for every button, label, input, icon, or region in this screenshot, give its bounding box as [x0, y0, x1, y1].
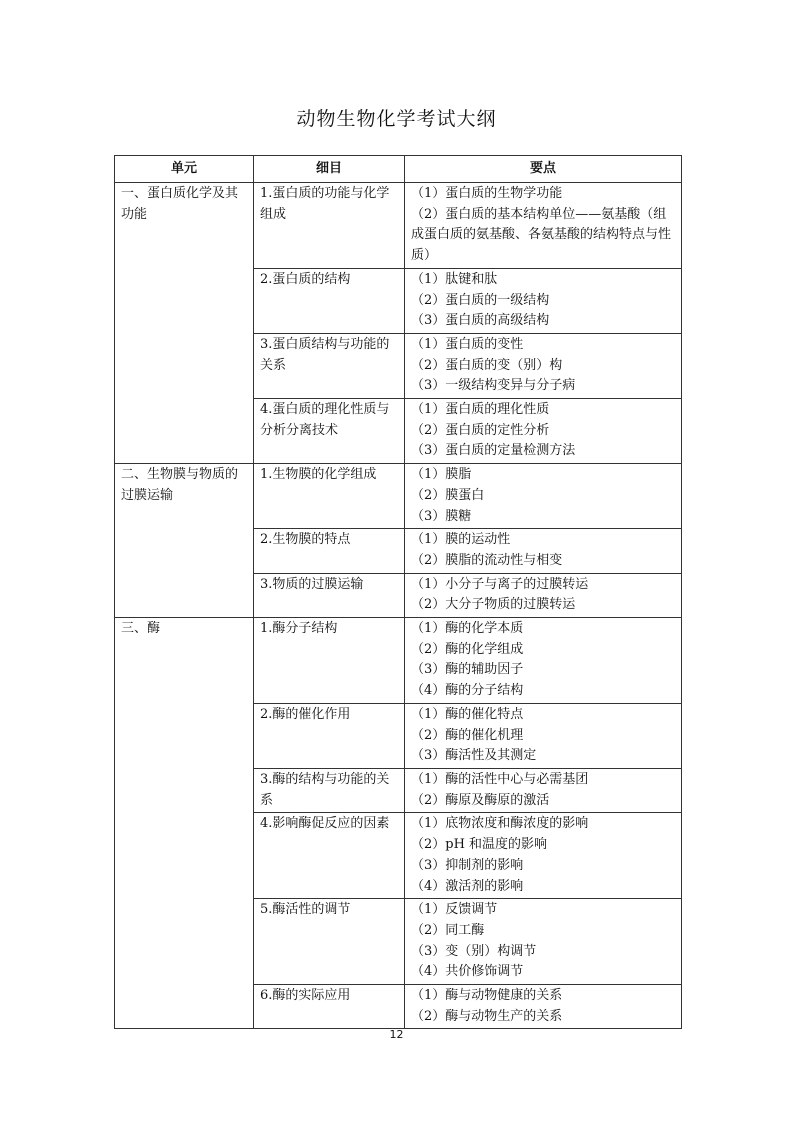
points-cell: [405, 464, 682, 529]
item-cell: 1.生物膜的化学组成: [254, 464, 405, 529]
points-cell: [405, 899, 682, 985]
unit-cell: 二、生物膜与物质的过膜运输: [115, 464, 254, 618]
point-text: （2）酶的化学组成: [411, 641, 524, 657]
point-text: （2）膜蛋白: [411, 487, 485, 503]
header-item: 细目: [254, 156, 405, 183]
points-cell: [405, 703, 682, 768]
page-number: 12: [389, 1028, 404, 1041]
point-text: （4）激活剂的影响: [411, 878, 524, 894]
point-text: （2）蛋白质的一级结构: [411, 292, 550, 308]
point-text: （3）一级结构变异与分子病: [411, 378, 576, 394]
header-unit: 单元: [115, 156, 254, 183]
table-row: [115, 464, 682, 529]
table-row: [115, 618, 682, 704]
point-text: （1）底物浓度和酶浓度的影响: [411, 816, 589, 832]
point-text: （3）酶活性及其测定: [411, 748, 537, 764]
point-text: （2）蛋白质的基本结构单位——氨基酸（组成蛋白质的氨基酸、各氨基酸的结构特点与性质）: [411, 206, 672, 264]
item-cell: 2.酶的催化作用: [254, 703, 405, 768]
unit-cell: 一、蛋白质化学及其功能: [115, 183, 254, 464]
point-text: （3）变（别）构调节: [411, 943, 537, 959]
point-text: （2）同工酶: [411, 922, 485, 938]
points-cell: [405, 333, 682, 398]
point-text: （2）pH 和温度的影响: [411, 837, 548, 853]
point-text: （1）肽键和肽: [411, 271, 498, 287]
table-header-row: [115, 156, 682, 183]
point-text: （1）酶的化学本质: [411, 621, 524, 637]
point-text: （1）小分子与离子的过膜转运: [411, 576, 589, 592]
point-text: （1）膜脂: [411, 467, 472, 483]
item-cell: 4.蛋白质的理化性质与分析分离技术: [254, 399, 405, 464]
point-text: （3）蛋白质的定量检测方法: [411, 443, 576, 459]
point-text: （1）蛋白质的生物学功能: [411, 186, 563, 201]
syllabus-table: [114, 155, 682, 1029]
point-text: （3）蛋白质的高级结构: [411, 313, 550, 329]
item-cell: 2.生物膜的特点: [254, 529, 405, 573]
points-cell: [405, 985, 682, 1029]
item-cell: 5.酶活性的调节: [254, 899, 405, 985]
point-text: （1）酶的活性中心与必需基团: [411, 771, 589, 787]
page-title: 动物生物化学考试大纲: [296, 108, 497, 130]
item-cell: 4.影响酶促反应的因素: [254, 813, 405, 899]
point-text: （2）膜脂的流动性与相变: [411, 552, 563, 568]
table-body: [115, 183, 682, 1029]
point-text: （1）反馈调节: [411, 902, 498, 918]
item-cell: 3.物质的过膜运输: [254, 573, 405, 617]
point-text: （2）大分子物质的过膜转运: [411, 597, 576, 613]
point-text: （3）抑制剂的影响: [411, 857, 524, 873]
item-cell: 3.蛋白质结构与功能的关系: [254, 333, 405, 398]
points-cell: [405, 399, 682, 464]
point-text: （2）酶与动物生产的关系: [411, 1008, 563, 1024]
table-row: [115, 183, 682, 269]
item-cell: 1.蛋白质的功能与化学组成: [254, 183, 405, 269]
point-text: （1）酶的催化特点: [411, 706, 524, 722]
point-text: （1）膜的运动性: [411, 532, 511, 548]
point-text: （2）蛋白质的变（别）构: [411, 357, 563, 373]
point-text: （2）蛋白质的定性分析: [411, 422, 550, 438]
points-cell: [405, 768, 682, 812]
point-text: （2）酶原及酶原的激活: [411, 792, 550, 808]
point-text: （3）酶的辅助因子: [411, 662, 524, 678]
point-text: （1）蛋白质的理化性质: [411, 402, 550, 418]
point-text: （3）膜糖: [411, 508, 472, 524]
points-cell: [405, 618, 682, 704]
points-cell: [405, 183, 682, 269]
points-cell: [405, 529, 682, 573]
point-text: （4）共价修饰调节: [411, 964, 524, 980]
unit-cell: 三、酶: [115, 618, 254, 1029]
points-cell: [405, 573, 682, 617]
item-cell: 6.酶的实际应用: [254, 985, 405, 1029]
points-cell: [405, 813, 682, 899]
item-cell: 1.酶分子结构: [254, 618, 405, 704]
item-cell: 2.蛋白质的结构: [254, 268, 405, 333]
point-text: （4）酶的分子结构: [411, 683, 524, 699]
point-text: （1）蛋白质的变性: [411, 336, 524, 352]
point-text: （2）酶的催化机理: [411, 727, 524, 743]
point-text: （1）酶与动物健康的关系: [411, 988, 563, 1004]
item-cell: 3.酶的结构与功能的关系: [254, 768, 405, 812]
points-cell: [405, 268, 682, 333]
header-points: 要点: [405, 156, 682, 183]
